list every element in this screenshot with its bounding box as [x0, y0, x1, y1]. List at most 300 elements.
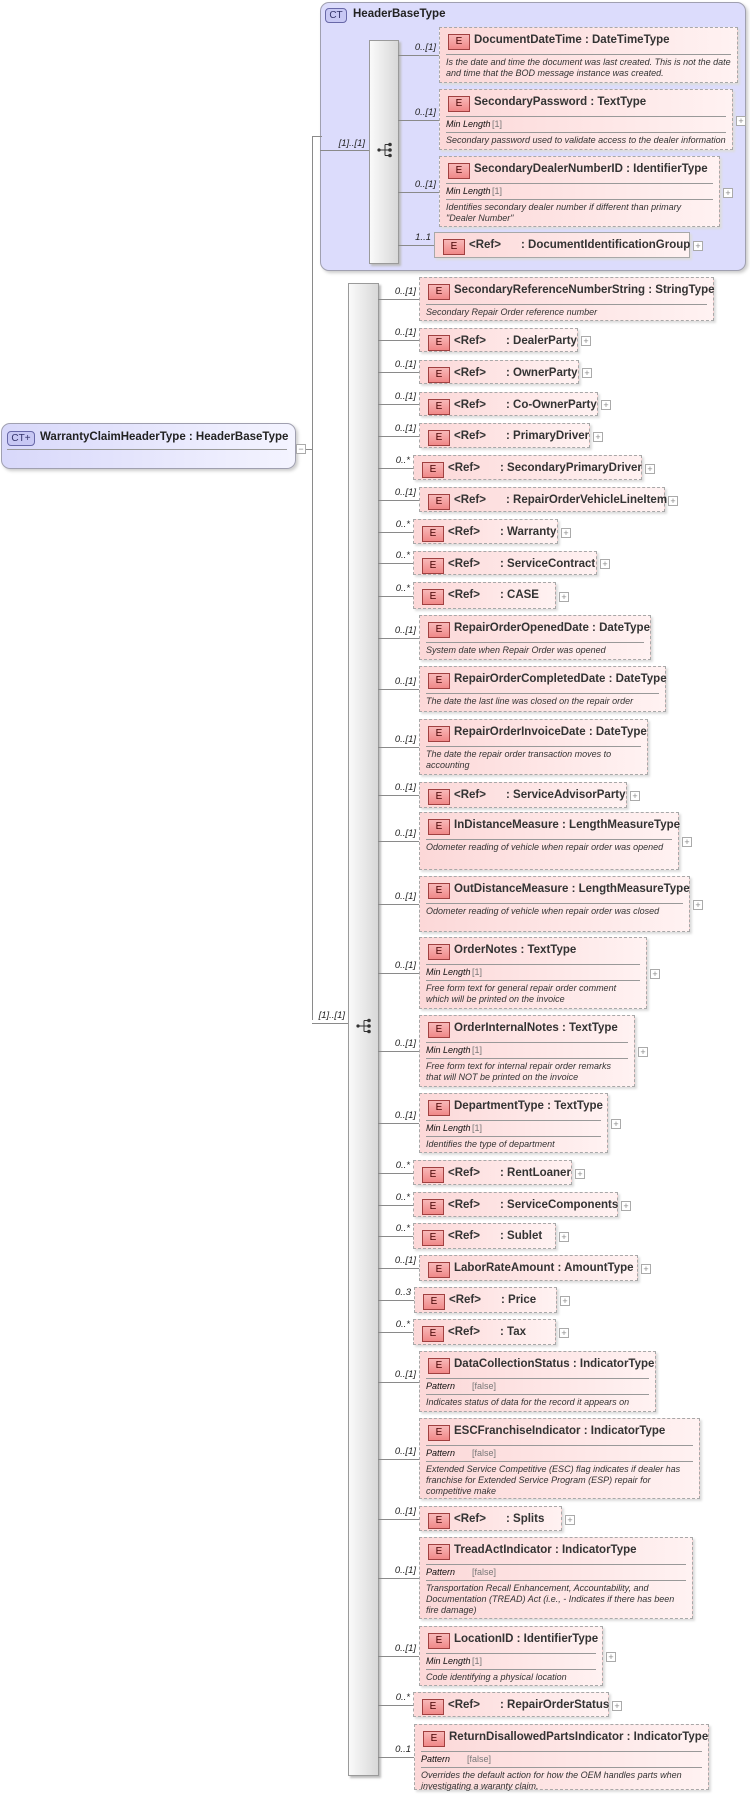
multiplicity: 0..* — [395, 1160, 410, 1171]
divider — [426, 1564, 686, 1565]
sequence-multiplicity: [1]..[1] — [318, 1010, 345, 1021]
connector — [378, 1173, 413, 1174]
connector — [320, 150, 370, 151]
element-icon: E — [423, 1294, 445, 1310]
element-repair-order-completed-date[interactable] — [419, 666, 666, 712]
expand-icon[interactable]: + — [693, 241, 703, 251]
element-icon: E — [448, 34, 470, 50]
connector — [378, 795, 419, 796]
multiplicity: 0..[1] — [394, 1369, 416, 1380]
element-name: InDistanceMeasure : LengthMeasureType — [454, 819, 681, 831]
element-price[interactable] — [414, 1287, 557, 1313]
connector — [378, 596, 413, 597]
element-document-date-time[interactable] — [439, 27, 738, 83]
element-return-disallowed-parts-indicator[interactable] — [414, 1724, 709, 1790]
divider — [426, 1445, 693, 1446]
complex-type-extension-icon: CT+ — [7, 431, 35, 446]
element-order-internal-notes[interactable] — [419, 1015, 635, 1087]
connector — [378, 747, 419, 748]
multiplicity: 0..* — [395, 519, 410, 530]
connector — [378, 1300, 414, 1301]
connector — [378, 1578, 419, 1579]
element-name: RepairOrderInvoiceDate : DateType — [454, 726, 647, 738]
divider — [426, 1580, 686, 1581]
expand-icon[interactable]: + — [641, 1264, 651, 1274]
element-name: : RepairOrderStatus — [500, 1699, 610, 1711]
connector — [378, 1705, 413, 1706]
documentation: Transportation Recall Enhancement, Accountability, and Documentation (TREAD) Act (i.e., - Indicates if there has been fire damage) — [426, 1583, 675, 1615]
expand-icon[interactable]: + — [560, 1296, 570, 1306]
multiplicity: 0..[1] — [394, 782, 416, 793]
element-icon: E — [422, 462, 444, 478]
element-icon: E — [428, 726, 450, 742]
element-name: DocumentDateTime : DateTimeType — [474, 34, 670, 46]
element-name: : ServiceAdvisorParty — [506, 789, 626, 801]
facet-label: Pattern — [421, 1754, 451, 1764]
connector — [378, 1268, 419, 1269]
ref-label: <Ref> — [448, 1230, 480, 1242]
divider — [426, 642, 644, 643]
expand-icon[interactable]: + — [611, 1119, 621, 1129]
element-name: : DocumentIdentificationGroup — [521, 239, 691, 251]
facet-value: [false] — [472, 1381, 497, 1391]
element-out-distance-measure[interactable] — [419, 876, 690, 932]
main-type-name: WarrantyClaimHeaderType : HeaderBaseType — [40, 431, 289, 443]
element-icon: E — [422, 589, 444, 605]
documentation: Odometer reading of vehicle when repair order was opened — [426, 842, 664, 852]
connector — [378, 1205, 413, 1206]
ref-label: <Ref> — [454, 430, 486, 442]
ref-label: <Ref> — [454, 1513, 486, 1525]
element-secondary-dealer-number-id[interactable] — [439, 156, 720, 227]
connector — [378, 973, 419, 974]
element-secondary-reference-number-string[interactable] — [419, 277, 714, 321]
element-name: : Warranty — [500, 526, 557, 538]
sequence-icon — [377, 142, 393, 158]
facet-label: Min Length — [426, 967, 471, 977]
element-secondary-password[interactable] — [439, 89, 733, 150]
element-tread-act-indicator[interactable] — [419, 1537, 693, 1619]
ref-label: <Ref> — [448, 558, 480, 570]
collapse-icon[interactable]: − — [296, 444, 306, 454]
expand-icon[interactable]: + — [581, 336, 591, 346]
main-complex-type[interactable] — [1, 423, 296, 469]
element-dealer-party[interactable] — [419, 328, 578, 352]
documentation: Extended Service Competitive (ESC) flag indicates if dealer has franchise for Extended Service Program (ESP) repair for competitive make — [426, 1464, 681, 1496]
connector — [378, 638, 419, 639]
element-icon: E — [428, 1425, 450, 1441]
connector — [378, 904, 419, 905]
expand-icon[interactable]: + — [638, 1047, 648, 1057]
multiplicity: 0..[1] — [414, 42, 436, 53]
element-tax[interactable] — [413, 1319, 556, 1345]
element-name: : OwnerParty — [506, 367, 578, 379]
divider — [426, 1378, 649, 1379]
element-icon: E — [422, 1230, 444, 1246]
divider — [426, 1136, 601, 1137]
divider — [426, 304, 707, 305]
connector — [378, 500, 419, 501]
element-name: SecondaryDealerNumberID : IdentifierType — [474, 163, 708, 175]
element-name: : SecondaryPrimaryDriver — [500, 462, 642, 474]
divider — [421, 1767, 702, 1768]
element-icon: E — [428, 622, 450, 638]
element-name: : Price — [501, 1294, 537, 1306]
multiplicity: 0..[1] — [394, 625, 416, 636]
documentation: Overrides the default action for how the OEM handles parts when investigating a waranty claim. — [421, 1770, 682, 1791]
divider — [426, 693, 659, 694]
ref-label: <Ref> — [449, 1294, 481, 1306]
connector — [312, 136, 313, 1020]
facet-value: [1] — [472, 1123, 483, 1133]
element-repair-order-invoice-date[interactable] — [419, 719, 648, 775]
divider — [426, 839, 672, 840]
element-in-distance-measure[interactable] — [419, 812, 679, 870]
connector — [378, 372, 419, 373]
element-splits[interactable] — [419, 1506, 562, 1531]
connector — [398, 55, 439, 56]
divider — [426, 1461, 693, 1462]
multiplicity: 0..[1] — [394, 1506, 416, 1517]
element-escfranchise-indicator[interactable] — [419, 1418, 700, 1499]
expand-icon[interactable]: + — [645, 464, 655, 474]
connector — [398, 120, 439, 121]
divider — [426, 980, 640, 981]
expand-icon[interactable]: + — [565, 1515, 575, 1525]
ref-label: <Ref> — [448, 462, 480, 474]
multiplicity: 0..[1] — [394, 359, 416, 370]
documentation: Is the date and time the document was last created. This is not the date and time that the BOD message instance was created. — [446, 57, 731, 78]
divider — [446, 54, 731, 55]
facet-value: [false] — [472, 1567, 497, 1577]
facet-label: Min Length — [446, 186, 491, 196]
ref-label: <Ref> — [448, 1699, 480, 1711]
element-name: : Splits — [506, 1513, 545, 1525]
expand-icon[interactable]: + — [682, 837, 692, 847]
documentation: Identifies secondary dealer number if different than primary "Dealer Number" — [446, 202, 682, 223]
element-icon: E — [428, 399, 450, 415]
element-name: : Tax — [500, 1326, 526, 1338]
connector — [378, 436, 419, 437]
element-case[interactable] — [413, 582, 556, 609]
facet-value: [1] — [472, 1045, 483, 1055]
element-name: DataCollectionStatus : IndicatorType — [454, 1358, 655, 1370]
facet-value: [1] — [492, 119, 503, 129]
multiplicity: 0..[1] — [394, 828, 416, 839]
multiplicity: 0..[1] — [394, 676, 416, 687]
element-icon: E — [428, 673, 450, 689]
multiplicity: 0..[1] — [394, 487, 416, 498]
connector — [378, 1332, 413, 1333]
element-icon: E — [428, 883, 450, 899]
element-name: : Co-OwnerParty — [506, 399, 597, 411]
expand-icon[interactable]: + — [582, 368, 592, 378]
multiplicity: 0..[1] — [394, 1565, 416, 1576]
element-secondary-primary-driver[interactable] — [413, 455, 642, 480]
element-sublet[interactable] — [413, 1223, 556, 1249]
documentation: Odometer reading of vehicle when repair order was closed — [426, 906, 660, 916]
element-department-type[interactable] — [419, 1093, 608, 1153]
connector — [378, 1656, 419, 1657]
ref-label: <Ref> — [448, 1199, 480, 1211]
expand-icon[interactable]: + — [601, 400, 611, 410]
connector — [378, 299, 419, 300]
element-name: LocationID : IdentifierType — [454, 1633, 599, 1645]
ref-label: <Ref> — [454, 399, 486, 411]
element-primary-driver[interactable] — [419, 423, 590, 448]
element-service-advisor-party[interactable] — [419, 782, 627, 808]
expand-icon[interactable]: + — [593, 432, 603, 442]
multiplicity: 0..* — [395, 1692, 410, 1703]
element-name: ESCFranchiseIndicator : IndicatorType — [454, 1425, 666, 1437]
divider — [7, 449, 287, 450]
element-repair-order-status[interactable] — [413, 1692, 609, 1717]
element-icon: E — [422, 1699, 444, 1715]
multiplicity: 0..[1] — [394, 1038, 416, 1049]
element-icon: E — [428, 819, 450, 835]
divider — [426, 746, 641, 747]
connector — [378, 1236, 413, 1237]
facet-label: Min Length — [426, 1045, 471, 1055]
element-labor-rate-amount[interactable] — [419, 1255, 638, 1281]
divider — [421, 1751, 702, 1752]
element-icon: E — [448, 96, 470, 112]
expand-icon[interactable]: + — [606, 1652, 616, 1662]
expand-icon[interactable]: + — [668, 496, 678, 506]
multiplicity: 0..[1] — [394, 960, 416, 971]
connector — [398, 192, 439, 193]
element-icon: E — [422, 1199, 444, 1215]
element-icon: E — [422, 558, 444, 574]
element-icon: E — [428, 1633, 450, 1649]
facet-value: [false] — [467, 1754, 492, 1764]
element-name: OrderNotes : TextType — [454, 944, 577, 956]
expand-icon[interactable]: + — [559, 1232, 569, 1242]
connector — [378, 1459, 419, 1460]
facet-value: [1] — [472, 1656, 483, 1666]
multiplicity: 0..[1] — [394, 1110, 416, 1121]
complex-type-icon: CT — [325, 8, 347, 23]
multiplicity: 0..* — [395, 1319, 410, 1330]
multiplicity: 0..[1] — [414, 179, 436, 190]
facet-label: Pattern — [426, 1448, 456, 1458]
documentation: Free form text for general repair order comment which will be printed on the invoice — [426, 983, 617, 1004]
divider — [426, 964, 640, 965]
facet-label: Pattern — [426, 1381, 456, 1391]
element-icon: E — [448, 163, 470, 179]
element-icon: E — [428, 1544, 450, 1560]
expand-icon[interactable]: + — [575, 1169, 585, 1179]
element-name: LaborRateAmount : AmountType — [454, 1262, 634, 1274]
ref-label: <Ref> — [454, 494, 486, 506]
multiplicity: 1..1 — [415, 232, 431, 243]
expand-icon[interactable]: + — [693, 900, 703, 910]
element-icon: E — [423, 1731, 445, 1747]
divider — [446, 199, 713, 200]
expand-icon[interactable]: + — [650, 969, 660, 979]
element-order-notes[interactable] — [419, 937, 647, 1009]
documentation: Code identifying a physical location — [426, 1672, 567, 1682]
documentation: Secondary password used to validate access to the dealer information — [446, 135, 726, 145]
documentation: The date the last line was closed on the repair order — [426, 696, 634, 706]
element-icon: E — [428, 944, 450, 960]
connector — [378, 1051, 419, 1052]
multiplicity: 0..[1] — [394, 327, 416, 338]
multiplicity: 0..[1] — [394, 1643, 416, 1654]
element-name: SecondaryPassword : TextType — [474, 96, 647, 108]
documentation: Identifies the type of department — [426, 1139, 555, 1149]
element-icon: E — [422, 1167, 444, 1183]
multiplicity: 0..* — [395, 1223, 410, 1234]
element-rent-loaner[interactable] — [413, 1160, 572, 1185]
connector — [312, 1023, 350, 1024]
connector — [378, 1757, 414, 1758]
multiplicity: 0..[1] — [414, 107, 436, 118]
element-icon: E — [428, 1022, 450, 1038]
documentation: Secondary Repair Order reference number — [426, 307, 598, 317]
element-service-components[interactable] — [413, 1192, 618, 1217]
expand-icon[interactable]: + — [621, 1201, 631, 1211]
facet-label: Min Length — [446, 119, 491, 129]
divider — [426, 1653, 596, 1654]
divider — [446, 132, 726, 133]
element-icon: E — [428, 367, 450, 383]
divider — [426, 1058, 628, 1059]
divider — [446, 183, 713, 184]
element-service-contract[interactable] — [413, 551, 597, 575]
divider — [426, 903, 683, 904]
ref-label: <Ref> — [448, 1326, 480, 1338]
facet-label: Min Length — [426, 1123, 471, 1133]
expand-icon[interactable]: + — [630, 791, 640, 801]
multiplicity: 0..[1] — [394, 1255, 416, 1266]
element-repair-order-opened-date[interactable] — [419, 615, 651, 660]
element-name: ReturnDisallowedPartsIndicator : IndicatorType — [449, 1731, 709, 1743]
element-name: : ServiceComponents — [500, 1199, 619, 1211]
multiplicity: 0..* — [395, 583, 410, 594]
element-name: RepairOrderCompletedDate : DateType — [454, 673, 667, 685]
element-co-owner-party[interactable] — [419, 392, 598, 416]
connector — [312, 136, 322, 137]
facet-value: [1] — [492, 186, 503, 196]
divider — [446, 116, 726, 117]
element-name: : Sublet — [500, 1230, 543, 1242]
element-icon: E — [428, 430, 450, 446]
connector — [398, 245, 434, 246]
connector — [378, 1519, 419, 1520]
element-location-id[interactable] — [419, 1626, 603, 1686]
multiplicity: 0..[1] — [394, 423, 416, 434]
multiplicity: 0..3 — [395, 1287, 411, 1298]
facet-value: [false] — [472, 1448, 497, 1458]
multiplicity: 0..[1] — [394, 286, 416, 297]
connector — [378, 841, 419, 842]
divider — [426, 1042, 628, 1043]
connector — [378, 1382, 419, 1383]
element-name: : DealerParty — [506, 335, 577, 347]
element-icon: E — [428, 284, 450, 300]
element-icon: E — [428, 1513, 450, 1529]
element-icon: E — [428, 335, 450, 351]
element-icon: E — [428, 1100, 450, 1116]
divider — [426, 1394, 649, 1395]
element-name: : PrimaryDriver — [506, 430, 590, 442]
element-repair-order-vehicle-line-item[interactable] — [419, 487, 668, 512]
multiplicity: 0..* — [395, 1192, 410, 1203]
connector — [378, 689, 419, 690]
multiplicity: 0..[1] — [394, 734, 416, 745]
facet-label: Pattern — [426, 1567, 456, 1577]
facet-label: Min Length — [426, 1656, 471, 1666]
expand-icon[interactable]: + — [612, 1701, 622, 1711]
element-name: : ServiceContract — [500, 558, 596, 570]
base-type-name: HeaderBaseType — [353, 8, 446, 20]
connector — [378, 563, 413, 564]
multiplicity: 0..* — [395, 550, 410, 561]
element-name: TreadActIndicator : IndicatorType — [454, 1544, 637, 1556]
ref-label: <Ref> — [448, 589, 480, 601]
documentation: Free form text for internal repair order remarks that will NOT be printed on the invoice — [426, 1061, 612, 1082]
connector — [378, 404, 419, 405]
sequence-icon — [356, 1018, 372, 1034]
element-name: : RepairOrderVehicleLineItem — [506, 494, 668, 506]
facet-value: [1] — [472, 967, 483, 977]
element-icon: E — [428, 789, 450, 805]
connector — [378, 532, 413, 533]
ref-label: <Ref> — [454, 367, 486, 379]
ref-label: <Ref> — [454, 789, 486, 801]
element-name: OutDistanceMeasure : LengthMeasureType — [454, 883, 690, 895]
element-icon: E — [422, 526, 444, 542]
element-document-identification-group[interactable] — [434, 232, 690, 258]
multiplicity: 0..[1] — [394, 891, 416, 902]
divider — [426, 1120, 601, 1121]
documentation: System date when Repair Order was opened — [426, 645, 606, 655]
documentation: The date the repair order transaction moves to accounting — [426, 749, 612, 770]
multiplicity: 0..1 — [395, 1744, 411, 1755]
multiplicity: 0..* — [395, 455, 410, 466]
connector — [378, 468, 413, 469]
divider — [426, 1669, 596, 1670]
expand-icon[interactable]: + — [600, 559, 610, 569]
ref-label: <Ref> — [469, 239, 501, 251]
element-data-collection-status[interactable] — [419, 1351, 656, 1412]
element-name: OrderInternalNotes : TextType — [454, 1022, 618, 1034]
expand-icon[interactable]: + — [723, 188, 733, 198]
element-name: : RentLoaner — [500, 1167, 571, 1179]
element-icon: E — [428, 1358, 450, 1374]
expand-icon[interactable]: + — [559, 1328, 569, 1338]
element-icon: E — [443, 239, 465, 255]
multiplicity: 0..[1] — [394, 1446, 416, 1457]
expand-icon[interactable]: + — [736, 116, 746, 126]
element-icon: E — [428, 494, 450, 510]
element-name: : CASE — [500, 589, 539, 601]
ref-label: <Ref> — [448, 526, 480, 538]
ref-label: <Ref> — [448, 1167, 480, 1179]
element-owner-party[interactable] — [419, 360, 579, 384]
element-icon: E — [422, 1326, 444, 1342]
documentation: Indicates status of data for the record it appears on — [426, 1397, 630, 1407]
element-name: SecondaryReferenceNumberString : StringType — [454, 284, 715, 296]
element-warranty[interactable] — [413, 519, 558, 544]
connector — [378, 1123, 419, 1124]
expand-icon[interactable]: + — [559, 592, 569, 602]
connector — [378, 340, 419, 341]
expand-icon[interactable]: + — [561, 528, 571, 538]
multiplicity: 0..[1] — [394, 391, 416, 402]
element-icon: E — [428, 1262, 450, 1278]
